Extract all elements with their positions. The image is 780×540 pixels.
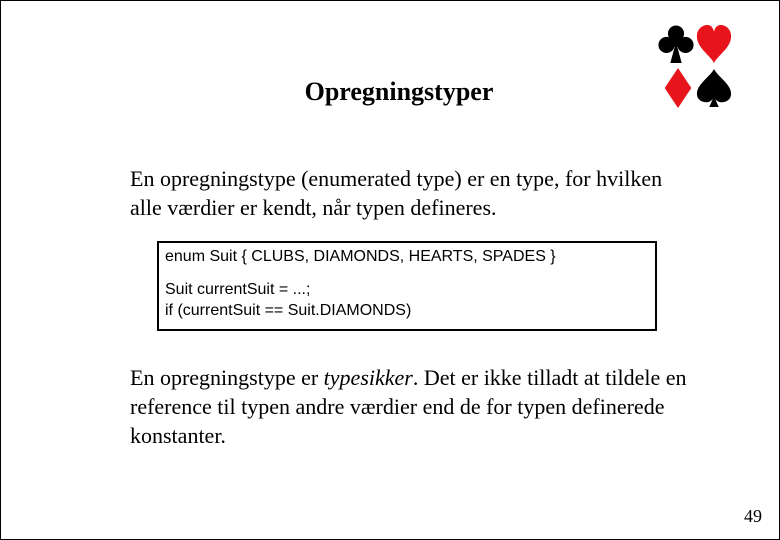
code-line-declaration: Suit currentSuit = ...;	[165, 281, 311, 298]
typesafety-emphasis: typesikker	[323, 365, 413, 390]
typesafety-text-after: . Det er ikke tilladt at tildele en reference til typen andre værdier end de for typen definerede konstanter.	[130, 365, 687, 448]
code-example-box	[157, 241, 657, 331]
code-line-condition: if (currentSuit == Suit.DIAMONDS)	[165, 302, 412, 319]
typesafety-paragraph	[130, 363, 690, 450]
definition-paragraph: En opregningstype (enumerated type) er en type, for hvilken alle værdier er kendt, når typen defineres.	[130, 166, 663, 220]
clubs-icon	[657, 23, 695, 65]
typesafety-text-before: En opregningstype er	[130, 365, 324, 390]
hearts-icon	[695, 23, 733, 65]
code-line-enum: enum Suit { CLUBS, DIAMONDS, HEARTS, SPADES }	[165, 248, 556, 265]
page-number: 49	[744, 506, 762, 526]
slide-title: Opregningstyper	[304, 77, 494, 106]
code-blank-line	[165, 267, 655, 279]
